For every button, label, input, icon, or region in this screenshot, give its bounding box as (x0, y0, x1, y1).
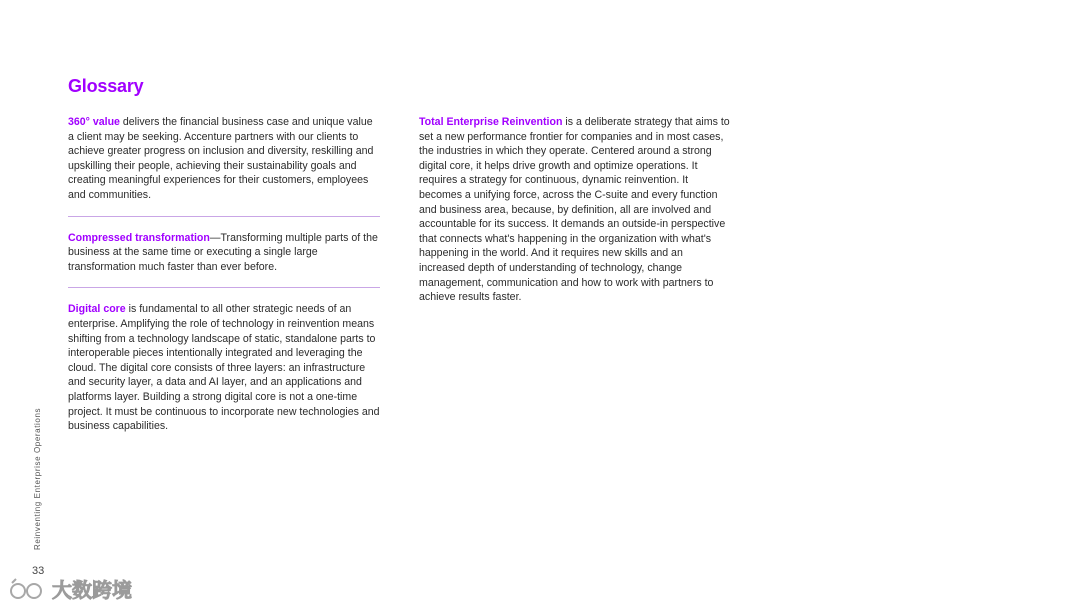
glossary-text: —Transforming multiple parts of the business at the same time or executing a single large transformation much faster than ever before. (68, 231, 378, 273)
glossary-entry-360-value (68, 115, 380, 203)
glossary-term: Compressed transformation (68, 231, 210, 244)
watermark-text: 大数跨境 (52, 580, 132, 602)
glossary-text: delivers the financial business case and unique value a client may be seeking. Accenture partners with our clients to achieve greater progress on inclusion and diversity, reskilling and upskilling their people, achieving their sustainability goals and creating meaningful experiences for their customers, employees and communities. (68, 116, 374, 201)
watermark-logo-icon (8, 577, 48, 601)
glossary-term: Digital core (68, 303, 126, 316)
glossary-text: is fundamental to all other strategic needs of an enterprise. Amplifying the role of technology in reinvention means shifting from a technology landscape of static, standalone parts to interoperable pieces intentionally integrated and leveraging the cloud. The digital core consists of three layers: an infrastructure and security layer, a data and AI layer, and an applications and platforms layer. Building a strong digital core is not a one-time project. It must be continuous to incorporate new technologies and business capabilities. (68, 303, 380, 433)
glossary-entry-compressed-transformation (68, 217, 380, 275)
glossary-definition (419, 115, 731, 305)
glossary-term: Total Enterprise Reinvention (419, 116, 563, 128)
glossary-definition (68, 115, 380, 203)
document-side-label: Reinventing Enterprise Operations (33, 407, 42, 550)
page-number: 33 (32, 565, 45, 577)
glossary-term: 360° value (68, 116, 120, 128)
page-title: Glossary (68, 76, 144, 96)
glossary-text: is a deliberate strategy that aims to set a new performance frontier for companies and in most cases, the industries in which they operate. Centered around a strong digital core, it helps drive growth and optimize operations. It requires a strategy for continuous, dynamic reinvention. It becomes a unifying force, across the C-suite and every function and business area, because, by definition, all are involved and accountable for its success. It demands an outside-in perspective that connects what's happening in the organization with what's happening in the world. And it requires new skills and an increased depth of understanding of technology, change management, communication and how to work with partners to achieve results faster. (419, 116, 730, 304)
glossary-entry-total-enterprise-reinvention (419, 115, 731, 305)
watermark (8, 574, 132, 603)
glossary-definition (68, 302, 380, 433)
glossary-left-column (68, 115, 380, 434)
glossary-right-column (419, 115, 731, 305)
glossary-entry-digital-core (68, 288, 380, 433)
glossary-definition (68, 231, 380, 275)
